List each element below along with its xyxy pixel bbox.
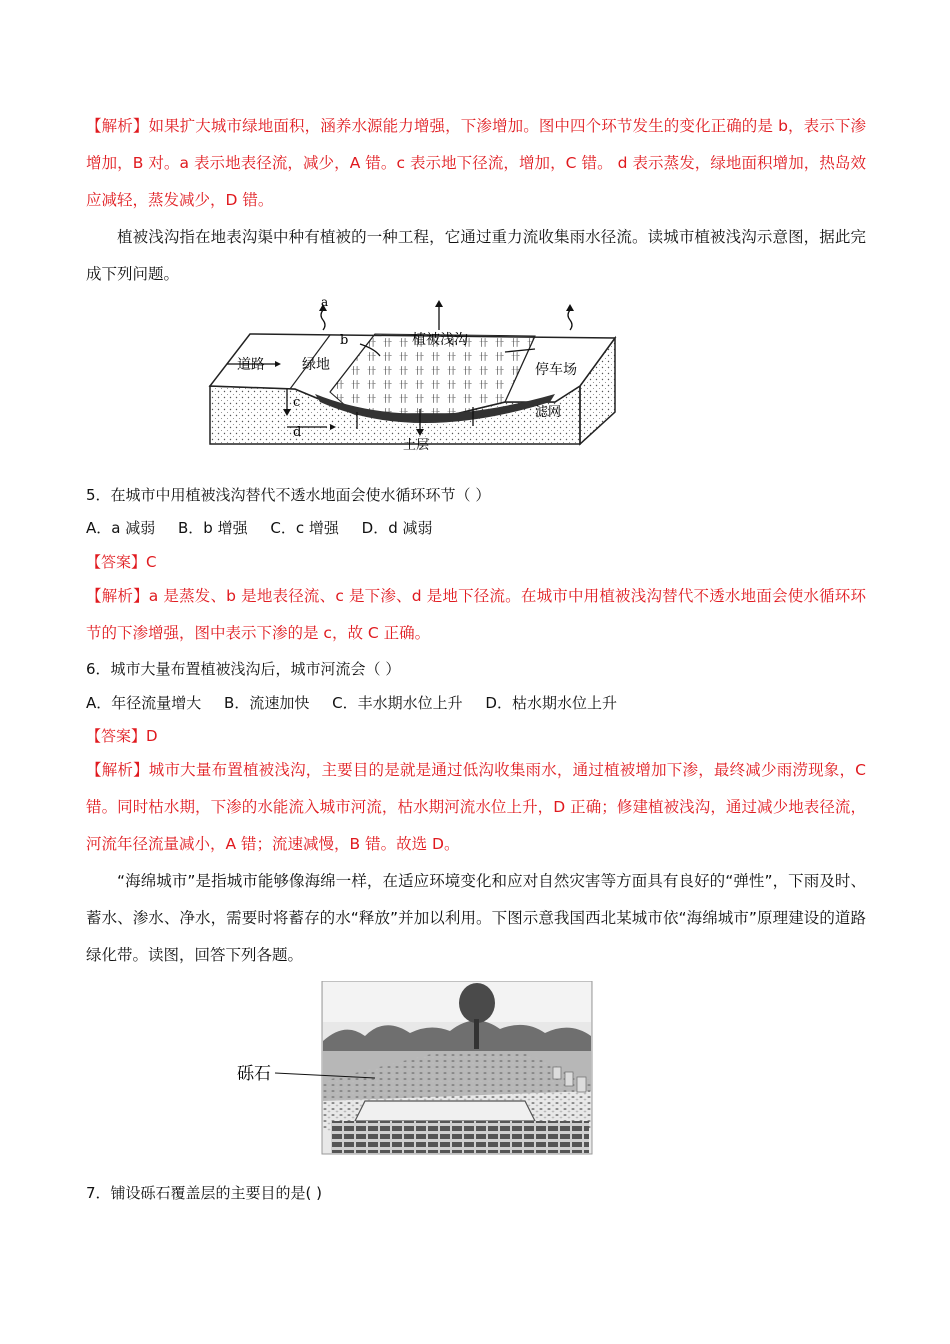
q5-stem: 5．在城市中用植被浅沟替代不透水地面会使水循环环节（ ） xyxy=(86,486,491,504)
q5-option-c: C．c 增强 xyxy=(270,519,339,537)
drain-box xyxy=(355,1101,535,1121)
drain-grate xyxy=(331,1121,589,1153)
intro-sponge-city: “海绵城市”是指城市能够像海绵一样，在适应环境变化和应对自然灾害等方面具有良好的“弹性”，下雨及时、蓄水、渗水、净水，需要时将蓄存的水“释放”并加以利用。下图示意我国西北某城市依“海绵城市”原理建设的道路绿化带。读图，回答下列各题。 xyxy=(86,872,866,964)
label-b: b xyxy=(340,333,349,348)
analysis-q4: 【解析】如果扩大城市绿地面积，涵养水源能力增强，下渗增加。图中四个环节发生的变化正确的是 b，表示下渗增加，B 对。a 表示地表径流，减少，A 错。c 表示地下径流，增加，C 错。 d 表示蒸发，绿地面积增加，热岛效应减轻，蒸发减少，D 错。 xyxy=(86,117,866,209)
q7-stem: 7．铺设砾石覆盖层的主要目的是( ) xyxy=(86,1184,323,1202)
q6-option-a: A．年径流量增大 xyxy=(86,694,202,712)
label-filter: 滤网 xyxy=(535,405,562,420)
label-soil: 土层 xyxy=(403,438,430,453)
q6-stem: 6．城市大量布置植被浅沟后，城市河流会（ ） xyxy=(86,660,401,678)
q5-option-b: B．b 增强 xyxy=(178,519,248,537)
label-a: a xyxy=(321,295,329,309)
label-gravel: 砾石 xyxy=(237,1064,271,1084)
q5-option-a: A．a 减弱 xyxy=(86,519,156,537)
q6-option-b: B．流速加快 xyxy=(224,694,310,712)
label-d: d xyxy=(293,425,302,440)
tree-icon xyxy=(459,983,495,1023)
label-road: 道路 xyxy=(237,357,265,373)
q6-option-d: D．枯水期水位上升 xyxy=(485,694,617,712)
q6-option-c: C．丰水期水位上升 xyxy=(332,694,463,712)
q5-answer: 【答案】C xyxy=(86,553,157,571)
label-swale: 植被浅沟 xyxy=(412,332,468,348)
q6-analysis: 【解析】城市大量布置植被浅沟，主要目的是就是通过低沟收集雨水，通过植被增加下渗，最终减少雨涝现象，C 错。同时枯水期，下渗的水能流入城市河流，枯水期河流水位上升，D 正确；修建植被浅沟，通过减少地表径流，河流年径流量减小，A 错；流速减慢，B 错。故选 D。 xyxy=(86,761,866,853)
intro-bioswale: 植被浅沟指在地表沟渠中种有植被的一种工程，它通过重力流收集雨水径流。读城市植被浅沟示意图，据此完成下列问题。 xyxy=(86,228,866,283)
q6-answer: 【答案】D xyxy=(86,727,158,745)
greenbelt-photo xyxy=(235,981,595,1156)
label-c: c xyxy=(293,395,301,410)
label-parking: 停车场 xyxy=(535,362,577,378)
q5-option-d: D．d 减弱 xyxy=(361,519,433,537)
bioswale-diagram xyxy=(205,294,625,459)
q6-options xyxy=(86,691,876,715)
arrow-a xyxy=(321,310,325,330)
q5-analysis: 【解析】a 是蒸发、b 是地表径流、c 是下渗、d 是地下径流。在城市中用植被浅沟替代不透水地面会使水循环环节的下渗增强，图中表示下渗的是 c，故 C 正确。 xyxy=(86,587,866,642)
label-greenland: 绿地 xyxy=(302,357,330,373)
q5-options xyxy=(86,516,876,540)
